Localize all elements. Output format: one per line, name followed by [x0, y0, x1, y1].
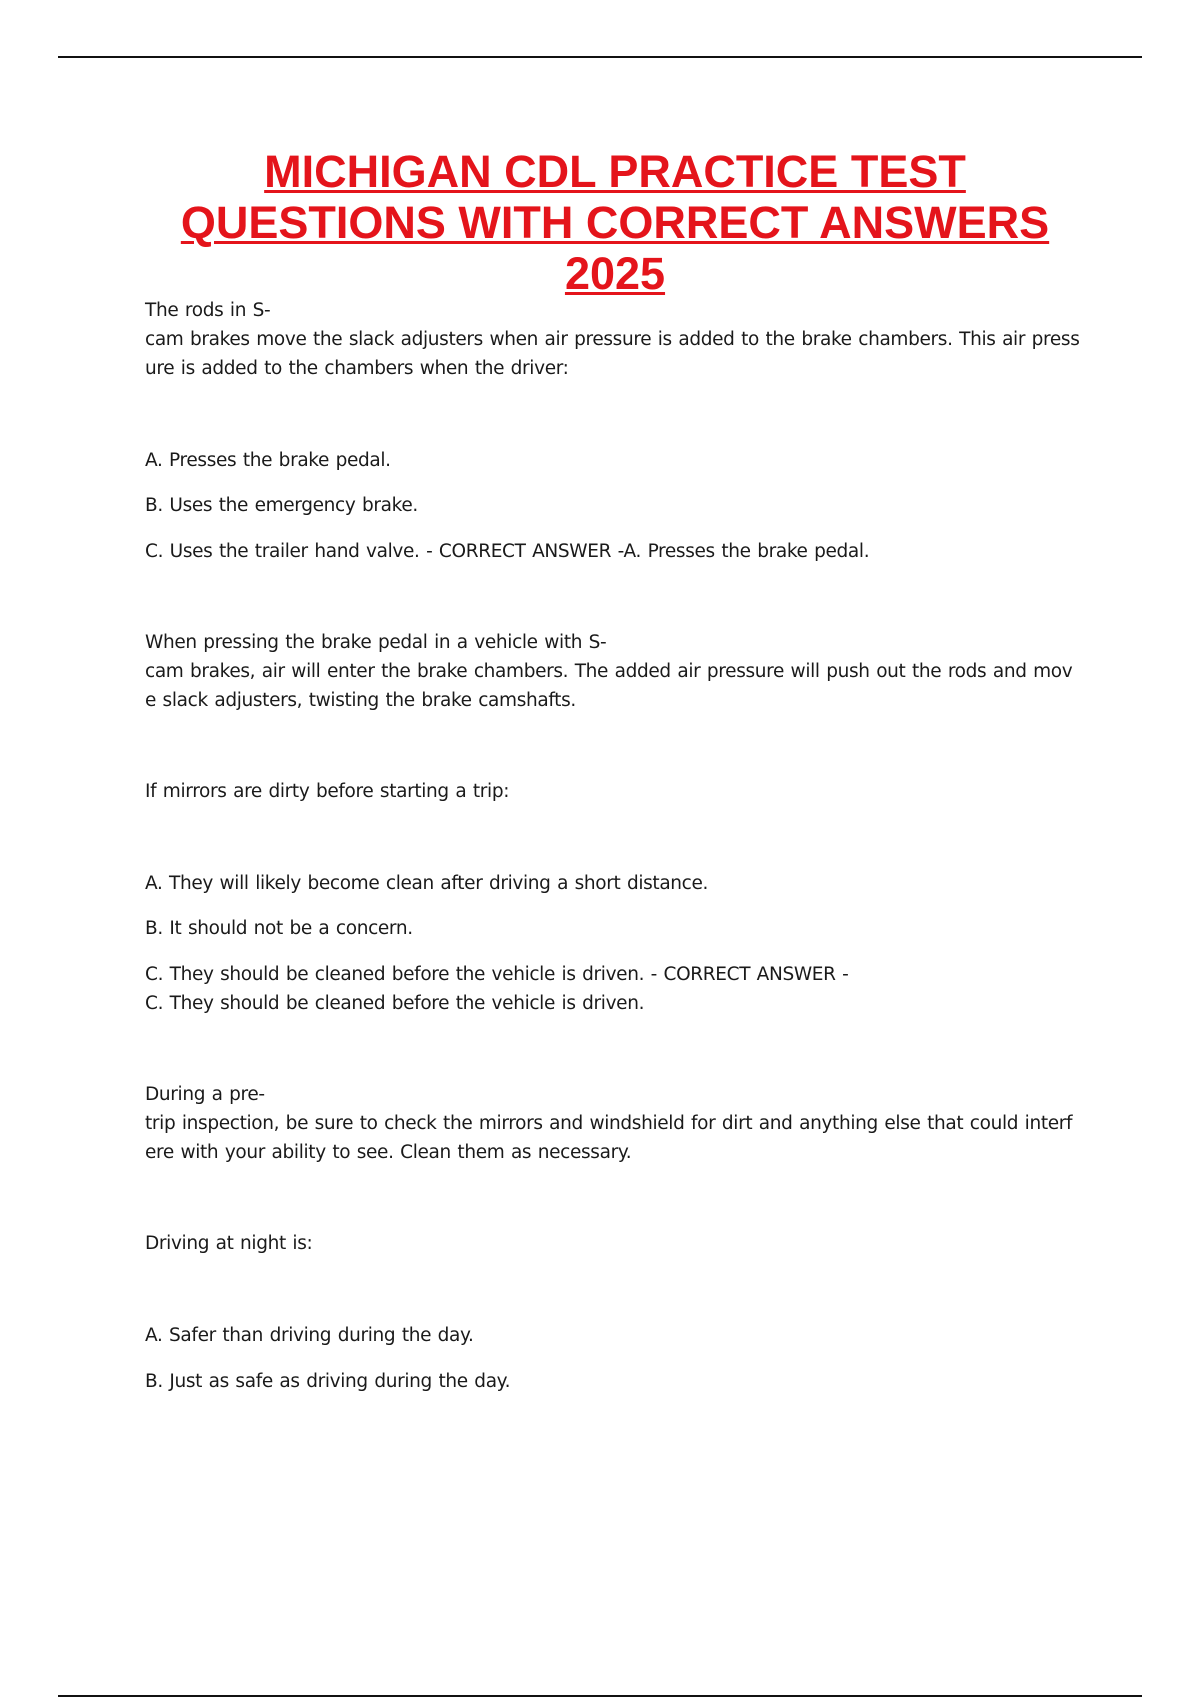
q1-question-line-1: The rods in S-	[145, 300, 271, 321]
q1-explanation-line-1: When pressing the brake pedal in a vehicle with S-	[145, 632, 607, 653]
q1-explanation-line-2: cam brakes, air will enter the brake chambers. The added air pressure will push out the rods and mov	[145, 661, 1073, 682]
document-title	[130, 146, 1100, 299]
q2-explanation-line-2: trip inspection, be sure to check the mirrors and windshield for dirt and anything else that could interf	[145, 1113, 1073, 1134]
q2-explanation-line-1: During a pre-	[145, 1084, 265, 1105]
q2-explanation-line-3: ere with your ability to see. Clean them as necessary.	[145, 1142, 632, 1163]
q1-explanation-line-3: e slack adjusters, twisting the brake camshafts.	[145, 690, 576, 711]
header-rule	[58, 56, 1142, 58]
q3-option-a: A. Safer than driving during the day.	[145, 1325, 474, 1346]
q2-option-c-answer-line-2: C. They should be cleaned before the vehicle is driven.	[145, 993, 645, 1014]
q1-option-b: B. Uses the emergency brake.	[145, 495, 418, 516]
footer-rule	[58, 1695, 1142, 1697]
q2-option-a: A. They will likely become clean after driving a short distance.	[145, 873, 709, 894]
title-line-2: QUESTIONS WITH CORRECT ANSWERS	[180, 197, 1050, 248]
q1-question-line-3: ure is added to the chambers when the driver:	[145, 358, 569, 379]
q1-option-c-answer: C. Uses the trailer hand valve. - CORRECT ANSWER -A. Presses the brake pedal.	[145, 541, 870, 562]
q3-question: Driving at night is:	[145, 1233, 313, 1254]
title-line-3: 2025	[564, 248, 666, 299]
q1-option-a: A. Presses the brake pedal.	[145, 450, 391, 471]
title-line-1: MICHIGAN CDL PRACTICE TEST	[264, 146, 966, 197]
q2-option-c-answer-line-1: C. They should be cleaned before the vehicle is driven. - CORRECT ANSWER -	[145, 964, 849, 985]
q1-question-line-2: cam brakes move the slack adjusters when air pressure is added to the brake chambers. This air press	[145, 329, 1080, 350]
q2-option-b: B. It should not be a concern.	[145, 918, 413, 939]
q3-option-b: B. Just as safe as driving during the day.	[145, 1371, 511, 1392]
q2-question: If mirrors are dirty before starting a trip:	[145, 781, 510, 802]
